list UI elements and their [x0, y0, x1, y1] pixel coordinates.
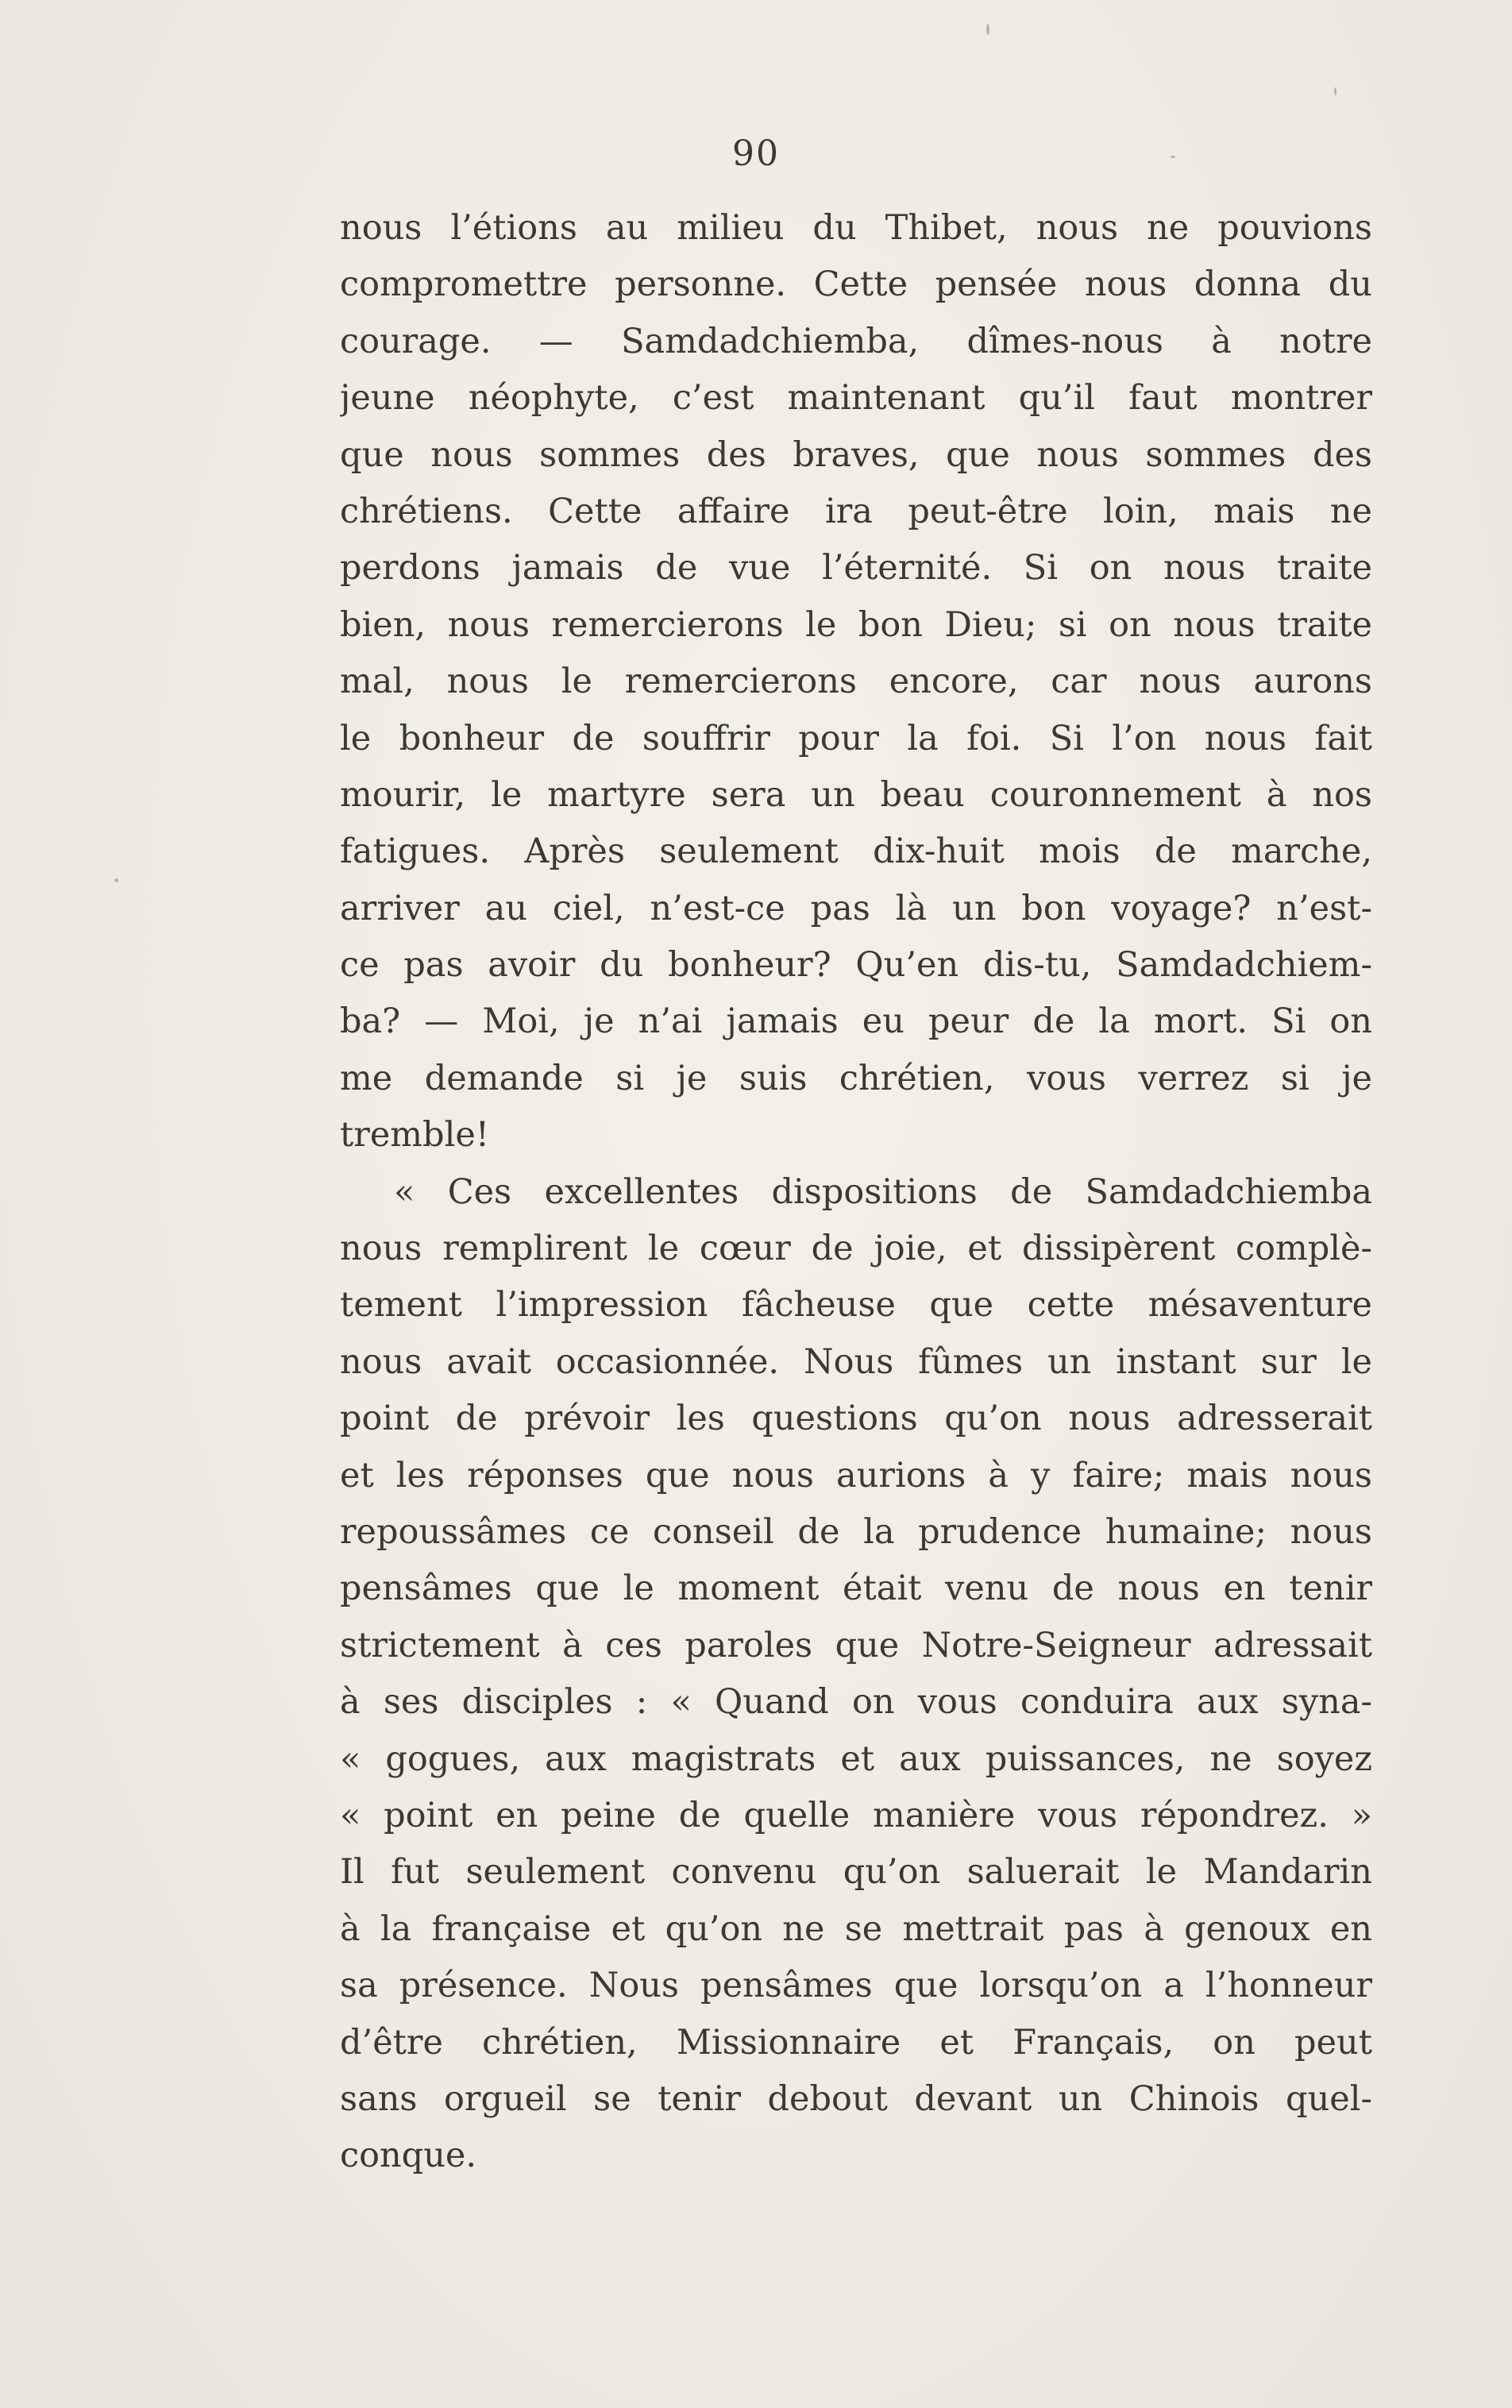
text-line: me demande si je suis chrétien, vous verrez si je — [340, 1058, 1372, 1098]
text-line: à la française et qu’on ne se mettrait pas à genoux en — [340, 1908, 1372, 1949]
text-line: courage. — Samdadchiemba, dîmes-nous à notre — [340, 321, 1372, 361]
text-line: nous remplirent le cœur de joie, et dissipèrent complè- — [340, 1229, 1372, 1269]
text-line: mourir, le martyre sera un beau couronnement à nos — [340, 774, 1372, 815]
text-line: compromettre personne. Cette pensée nous donna du — [340, 264, 1372, 305]
text-line: tremble! — [340, 1115, 490, 1156]
body-text — [340, 200, 1372, 2185]
text-line: tement l’impression fâcheuse que cette mésaventure — [340, 1285, 1372, 1326]
text-line: bien, nous remercierons le bon Dieu; si on nous traite — [340, 604, 1372, 645]
text-line: ba? — Moi, je n’ai jamais eu peur de la mort. Si on — [340, 1001, 1372, 1042]
page-number: 90 — [732, 133, 780, 174]
text-line: perdons jamais de vue l’éternité. Si on nous traite — [340, 548, 1372, 588]
text-line: Il fut seulement convenu qu’on saluerait le Mandarin — [340, 1852, 1372, 1893]
text-line: « gogues, aux magistrats et aux puissances, ne soyez — [340, 1738, 1372, 1779]
text-line: que nous sommes des braves, que nous sommes des — [340, 434, 1372, 475]
text-line: d’être chrétien, Missionnaire et Français, on peut — [340, 2022, 1372, 2063]
text-line: nous avait occasionnée. Nous fûmes un instant sur le — [340, 1341, 1372, 1382]
text-line: fatigues. Après seulement dix-huit mois de marche, — [340, 832, 1372, 872]
text-line: le bonheur de souffrir pour la foi. Si l’on nous fait — [340, 718, 1372, 758]
text-line: arriver au ciel, n’est-ce pas là un bon voyage? n’est- — [340, 888, 1372, 928]
paragraph-start-line: « Ces excellentes dispositions de Samdadchiemba — [394, 1171, 1372, 1212]
text-line: pensâmes que le moment était venu de nous en tenir — [340, 1569, 1372, 1609]
text-line: nous l’étions au milieu du Thibet, nous ne pouvions — [340, 208, 1372, 248]
text-line: jeune néophyte, c’est maintenant qu’il faut montrer — [340, 378, 1372, 419]
paper-speck — [986, 24, 989, 35]
paper-speck — [1171, 156, 1175, 158]
text-line: conque. — [340, 2136, 476, 2176]
paper-speck — [114, 878, 118, 882]
text-line: et les réponses que nous aurions à y faire; mais nous — [340, 1455, 1372, 1495]
text-line: chrétiens. Cette affaire ira peut-être loin, mais ne — [340, 491, 1372, 531]
text-line: sans orgueil se tenir debout devant un Chinois quel- — [340, 2078, 1372, 2119]
paper-speck — [1334, 87, 1336, 95]
text-line: point de prévoir les questions qu’on nous adresserait — [340, 1399, 1372, 1439]
text-line: « point en peine de quelle manière vous répondrez. » — [340, 1795, 1372, 1835]
text-line: sa présence. Nous pensâmes que lorsqu’on a l’honneur — [340, 1966, 1372, 2006]
text-line: repoussâmes ce conseil de la prudence humaine; nous — [340, 1511, 1372, 1552]
text-line: strictement à ces paroles que Notre-Seigneur adressait — [340, 1625, 1372, 1665]
text-line: mal, nous le remercierons encore, car nous aurons — [340, 662, 1372, 702]
text-line: ce pas avoir du bonheur? Qu’en dis-tu, Samdadchiem- — [340, 945, 1372, 986]
text-line: à ses disciples : « Quand on vous conduira aux syna- — [340, 1682, 1372, 1723]
